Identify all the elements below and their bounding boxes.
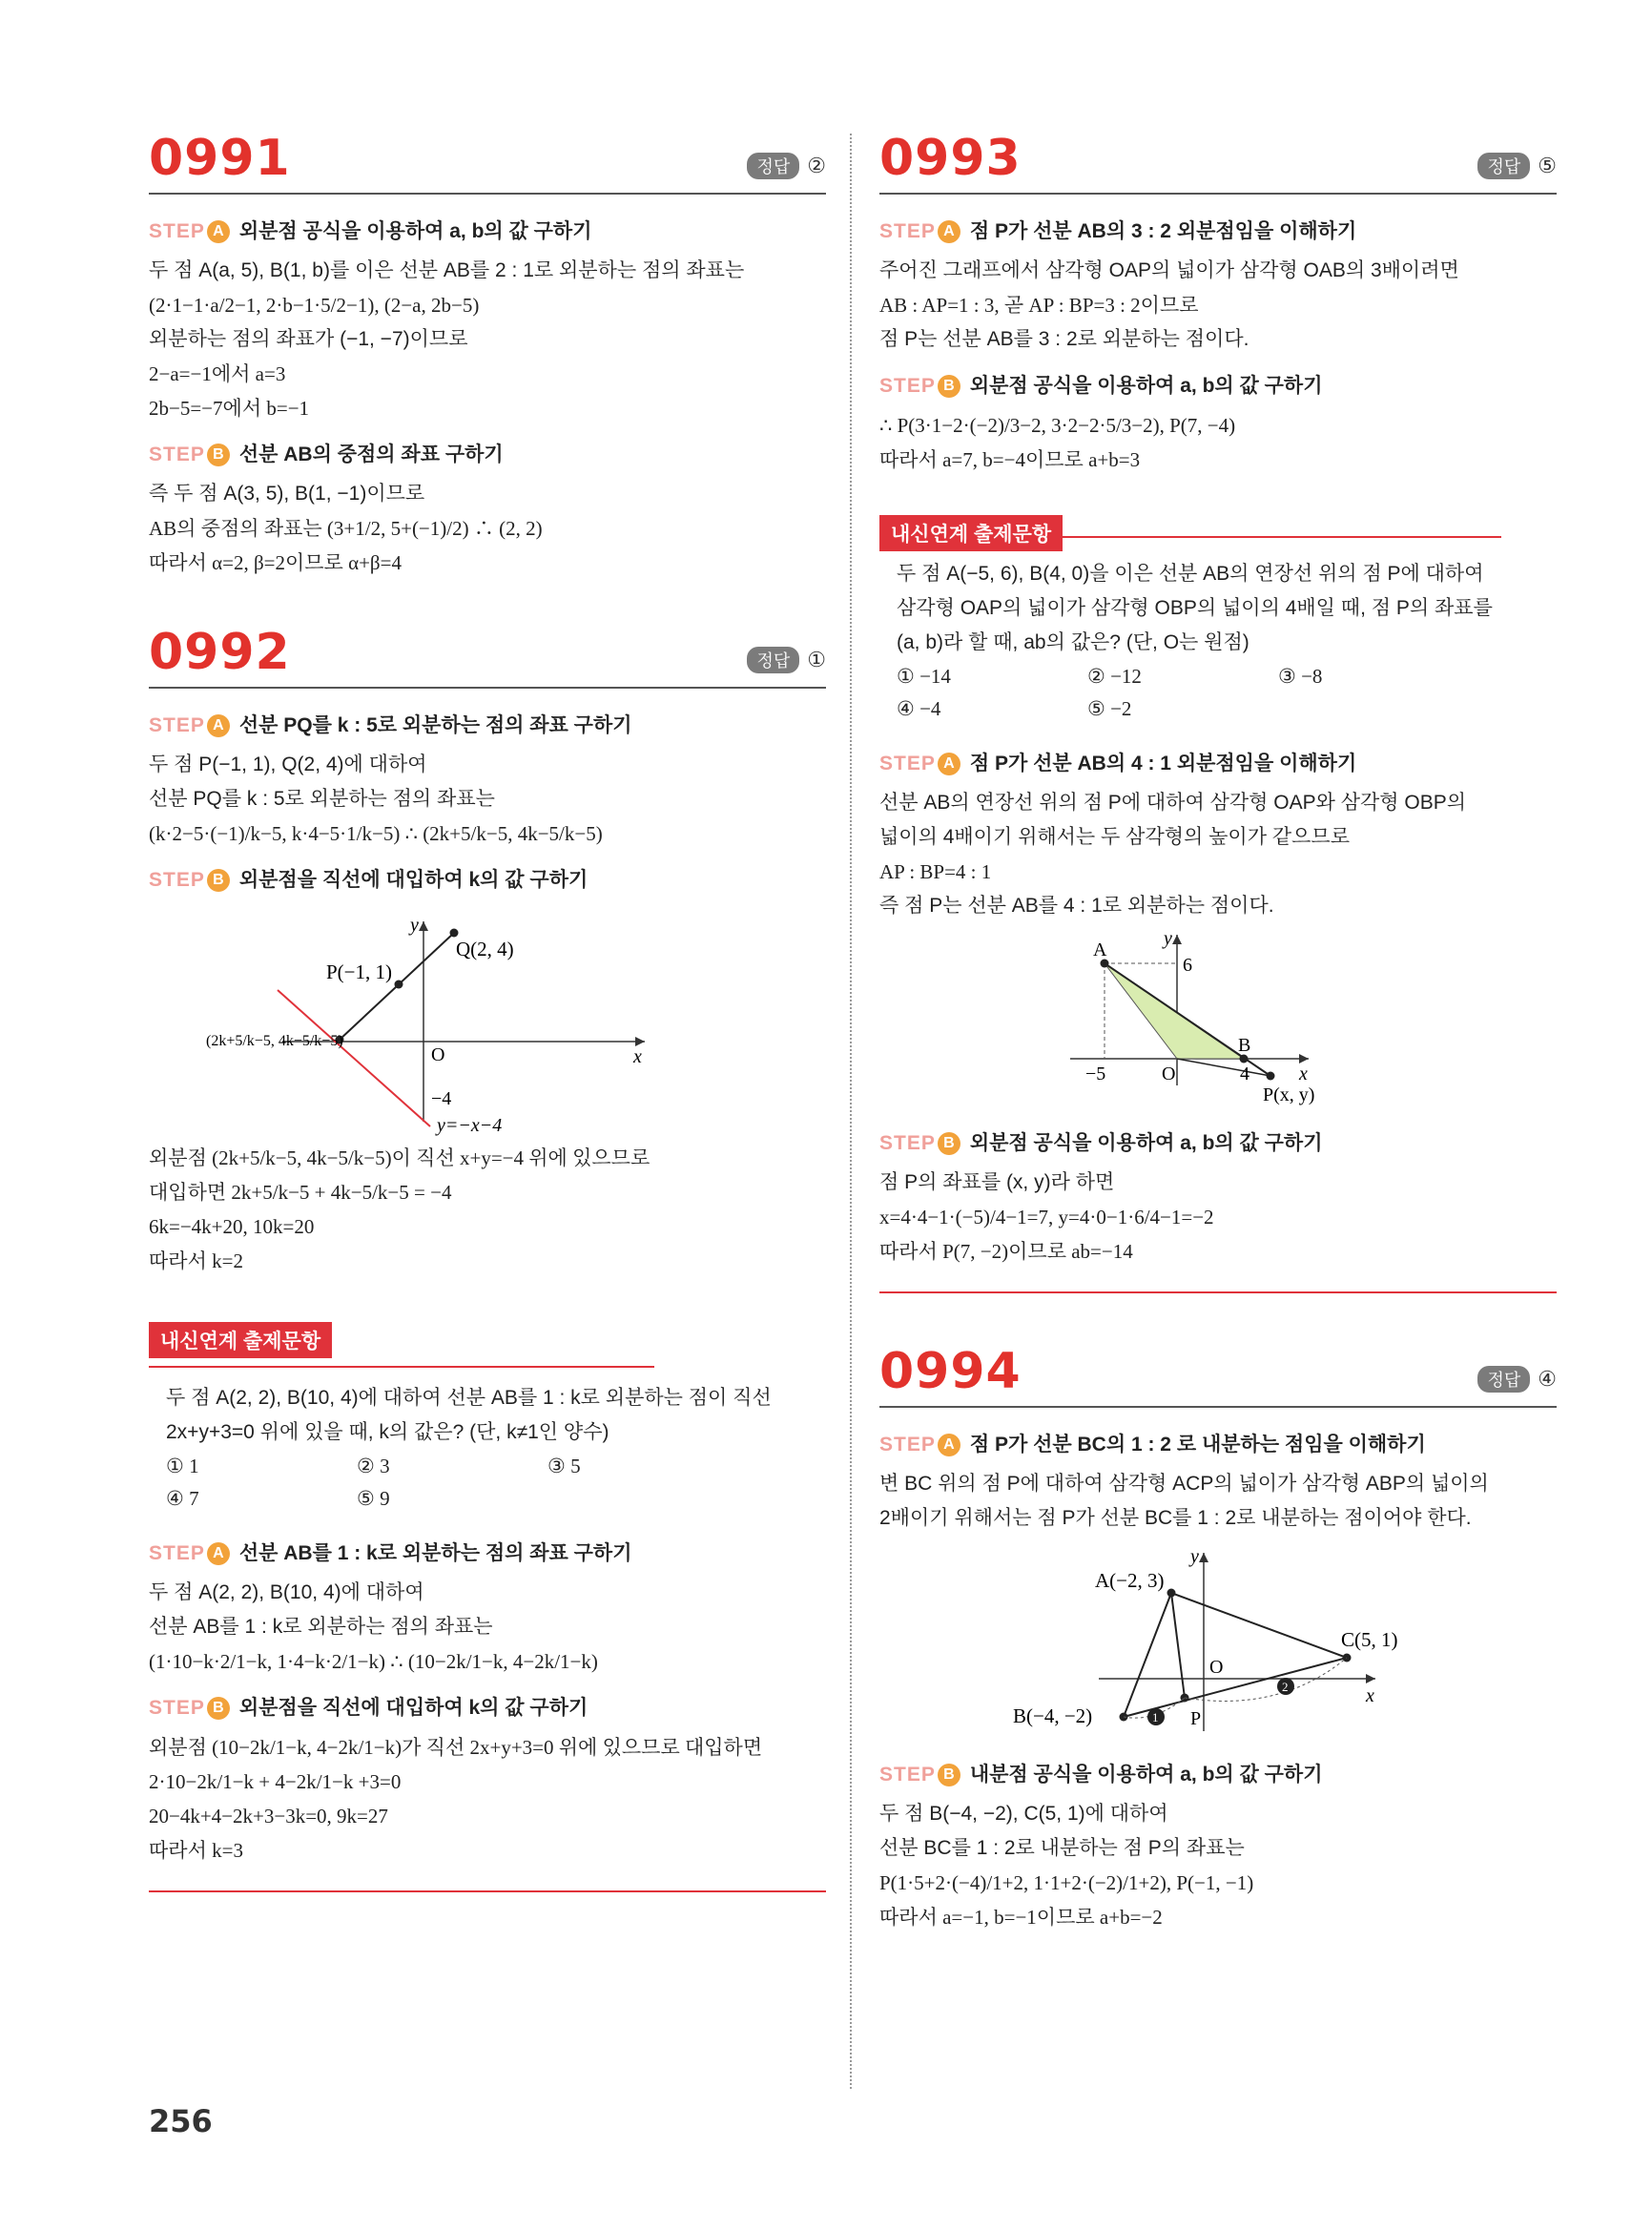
text-line: 변 BC 위의 점 P에 대하여 삼각형 ACP의 넓이가 삼각형 ABP의 넓이의 (879, 1473, 1489, 1495)
answer-box (747, 153, 826, 179)
formula-line: 따라서 P(7, −2)이므로 ab=−14 (879, 1240, 1133, 1263)
step-title: 점 P가 선분 AB의 3 : 2 외분점임을 이해하기 (969, 220, 1357, 242)
formula-line: AB : AP=1 : 3, 곧 AP : BP=3 : 2이므로 (879, 294, 1199, 317)
problem-header (149, 618, 826, 689)
step-title: 선분 AB의 중점의 좌표 구하기 (238, 444, 504, 465)
formula-line: P(1·5+2·(−4)/1+2, 1·1+2·(−2)/1+2), P(−1, −1) (879, 1871, 1254, 1894)
x-axis-arrow (1299, 1054, 1309, 1063)
choice-2: ② −12 (1087, 665, 1142, 688)
related-body (166, 1381, 826, 1450)
formula-line: (1·10−k·2/1−k, 1·4−k·2/1−k) ∴ (10−2k/1−k, 4−2k/1−k) (149, 1650, 598, 1673)
choice-1: ① −14 (897, 665, 951, 688)
text-line: 삼각형 OAP의 넓이가 삼각형 OBP의 넓이의 4배일 때, 점 P의 좌표를 (897, 597, 1493, 619)
step-letter-badge: A (207, 1542, 230, 1565)
formula-line: 2−a=−1에서 a=3 (149, 362, 286, 385)
external-point-label: (2k+5/k−5, 4k−5/k−5) (206, 1033, 343, 1049)
step-letter-badge: B (938, 1132, 960, 1155)
text-line: 선분 PQ를 k : 5로 외분하는 점의 좌표는 (149, 788, 495, 810)
text-line: 즉 두 점 A(3, 5), B(1, −1)이므로 (149, 483, 425, 505)
text-line: 두 점 B(−4, −2), C(5, 1)에 대하여 (879, 1803, 1168, 1825)
left-column (149, 124, 826, 1892)
step-tag: STEP (149, 444, 205, 465)
step-letter-badge: A (207, 220, 230, 243)
step-title: 점 P가 선분 AB의 4 : 1 외분점임을 이해하기 (969, 753, 1357, 774)
choice-4: ④ −4 (897, 697, 941, 720)
x-axis-label: x (633, 1046, 642, 1067)
y-axis-label: y (1164, 928, 1172, 949)
formula-line: (k·2−5·(−1)/k−5, k·4−5·1/k−5) ∴ (2k+5/k−5, 4k−5/k−5) (149, 822, 603, 845)
choice-3: ③ 5 (547, 1455, 581, 1477)
choice-list (166, 1450, 826, 1515)
step-b-heading (879, 1127, 1557, 1156)
formula-line: AP : BP=4 : 1 (879, 860, 992, 883)
text-line: 즉 점 P는 선분 AB를 4 : 1로 외분하는 점이다. (879, 895, 1274, 917)
step-letter-badge: B (207, 444, 230, 466)
graph-0992 (149, 902, 826, 1141)
right-column (879, 124, 1557, 1934)
origin-label: O (1209, 1657, 1224, 1678)
formula-line: 2b−5=−7에서 b=−1 (149, 397, 310, 420)
step-letter-badge: A (938, 753, 960, 775)
p-label: P(−1, 1) (326, 960, 393, 983)
choice-3: ③ −8 (1278, 665, 1323, 688)
related-title: 내신연계 출제문항 (149, 1322, 332, 1358)
graph-0994 (879, 1536, 1557, 1745)
step-tag: STEP (879, 220, 936, 242)
step-b-heading (149, 1692, 826, 1721)
text-line: 선분 AB의 연장선 위의 점 P에 대하여 삼각형 OAP와 삼각형 OBP의 (879, 792, 1467, 814)
text-line: 두 점 P(−1, 1), Q(2, 4)에 대하여 (149, 754, 427, 775)
step-b-heading (879, 370, 1557, 399)
y-axis-arrow (1199, 1553, 1208, 1562)
choice-5: ⑤ −2 (1087, 697, 1132, 720)
step-tag: STEP (149, 1542, 205, 1564)
text-line: 2배이기 위해서는 점 P가 선분 BC를 1 : 2로 내분하는 점이어야 한다. (879, 1507, 1472, 1529)
formula-line: 20−4k+4−2k+3−3k=0, 9k=27 (149, 1805, 388, 1827)
formula-line: ∴ P(3·1−2·(−2)/3−2, 3·2−2·5/3−2), P(7, −4) (879, 414, 1236, 437)
a-label: A (1093, 939, 1107, 960)
answer-box (1477, 1366, 1557, 1393)
step-title: 외분점 공식을 이용하여 a, b의 값 구하기 (238, 220, 592, 242)
step-title: 외분점 공식을 이용하여 a, b의 값 구하기 (969, 375, 1323, 397)
answer-value: ② (807, 154, 826, 177)
step-title: 외분점을 직선에 대입하여 k의 값 구하기 (238, 869, 589, 891)
step-tag: STEP (879, 375, 936, 397)
x-axis-label: x (1299, 1063, 1308, 1084)
text-line: 점 P는 선분 AB를 3 : 2로 외분하는 점이다. (879, 328, 1249, 350)
problem-number: 0994 (879, 1343, 1022, 1400)
point-p (1267, 1072, 1275, 1081)
step-a-heading (149, 216, 826, 244)
formula-line: 따라서 a=7, b=−4이므로 a+b=3 (879, 448, 1141, 471)
step-a-heading (149, 710, 826, 738)
step-b-heading (149, 864, 826, 893)
c-label: C(5, 1) (1341, 1628, 1398, 1651)
step-letter-badge: B (938, 375, 960, 398)
text-line: 선분 AB를 1 : k로 외분하는 점의 좌표는 (149, 1616, 493, 1638)
step-title: 외분점을 직선에 대입하여 k의 값 구하기 (238, 1697, 589, 1719)
problem-number: 0993 (879, 130, 1022, 187)
answer-value: ④ (1538, 1367, 1557, 1391)
step-tag: STEP (149, 869, 205, 891)
six-label: 6 (1183, 955, 1192, 976)
formula-line: 따라서 α=2, β=2이므로 α+β=4 (149, 551, 402, 574)
choice-4: ④ 7 (166, 1487, 199, 1510)
choice-1: ① 1 (166, 1455, 199, 1477)
formula-line: 외분점 (10−2k/1−k, 4−2k/1−k)가 직선 2x+y+3=0 위에 있으므로 대입하면 (149, 1736, 763, 1759)
formula-line: x=4·4−1·(−5)/4−1=7, y=4·0−1·6/4−1=−2 (879, 1206, 1214, 1229)
formula-line: 따라서 k=2 (149, 1249, 243, 1272)
text-line: (a, b)라 할 때, ab의 값은? (단, O는 원점) (897, 631, 1249, 653)
text-line: 2x+y+3=0 위에 있을 때, k의 값은? (단, k≠1인 양수) (166, 1421, 609, 1443)
text-line: 점 P의 좌표를 (x, y)라 하면 (879, 1171, 1115, 1193)
answer-box (1477, 153, 1557, 179)
step-tag: STEP (149, 714, 205, 736)
triangle-abc (1124, 1593, 1347, 1717)
text-line: 선분 BC를 1 : 2로 내분하는 점 P의 좌표는 (879, 1837, 1245, 1859)
origin-label: O (1162, 1063, 1176, 1084)
column-divider (850, 134, 852, 2089)
step-tag: STEP (879, 1764, 936, 1786)
formula-line: 따라서 a=−1, b=−1이므로 a+b=−2 (879, 1906, 1163, 1929)
formula-line: 6k=−4k+20, 10k=20 (149, 1215, 315, 1238)
answer-badge: 정답 (747, 647, 799, 673)
problem-0991 (149, 124, 826, 580)
step-letter-badge: A (938, 1434, 960, 1456)
text-line: 두 점 A(2, 2), B(10, 4)에 대하여 선분 AB를 1 : k로 외분하는 점이 직선 (166, 1387, 772, 1409)
text-line: 주어진 그래프에서 삼각형 OAP의 넓이가 삼각형 OAB의 3배이려면 (879, 259, 1459, 281)
step-tag: STEP (879, 753, 936, 774)
text-line: 넓이의 4배이기 위해서는 두 삼각형의 높이가 같으므로 (879, 826, 1350, 848)
step-tag: STEP (879, 1132, 936, 1154)
graph-0993 (879, 923, 1557, 1114)
b-label: B (1238, 1035, 1251, 1056)
step-letter-badge: B (207, 1697, 230, 1720)
related-body (897, 557, 1557, 660)
step-b-heading (149, 439, 826, 467)
answer-value: ① (807, 648, 826, 671)
text-line: 두 점 A(−5, 6), B(4, 0)을 이은 선분 AB의 연장선 위의 점 P에 대하여 (897, 563, 1484, 585)
problem-0994 (879, 1337, 1557, 1934)
related-title: 내신연계 출제문항 (879, 515, 1063, 551)
line-y-eq-neg-x-minus-4 (278, 990, 430, 1126)
related-rule (149, 1366, 654, 1368)
answer-value: ⑤ (1538, 154, 1557, 177)
line-label: y=−x−4 (437, 1115, 503, 1136)
choice-list (897, 660, 1557, 725)
answer-badge: 정답 (747, 153, 799, 179)
point-p (395, 981, 403, 989)
answer-box (747, 647, 826, 673)
y-axis-arrow (1172, 935, 1182, 944)
step-letter-badge: B (938, 1764, 960, 1786)
text-line: 두 점 A(2, 2), B(10, 4)에 대하여 (149, 1581, 424, 1603)
ratio-marker-2-label: 2 (1282, 1680, 1289, 1694)
answer-badge: 정답 (1477, 1366, 1530, 1393)
text-line: 두 점 A(a, 5), B(1, b)를 이은 선분 AB를 2 : 1로 외분하는 점의 좌표는 (149, 259, 745, 281)
problem-header (879, 124, 1557, 195)
step-tag: STEP (149, 1697, 205, 1719)
step-title: 외분점 공식을 이용하여 a, b의 값 구하기 (969, 1132, 1323, 1154)
step-title: 선분 AB를 1 : k로 외분하는 점의 좌표 구하기 (238, 1542, 632, 1564)
step-tag: STEP (879, 1434, 936, 1456)
y-intercept-label: −4 (431, 1088, 452, 1109)
p-label: P (1190, 1708, 1202, 1729)
y-axis-arrow (419, 921, 428, 931)
answer-badge: 정답 (1477, 153, 1530, 179)
formula-line: 외분점 (2k+5/k−5, 4k−5/k−5)이 직선 x+y=−4 위에 있으므로 (149, 1146, 650, 1169)
origin-label: O (431, 1044, 445, 1065)
formula-line: (2·1−1·a/2−1, 2·b−1·5/2−1), (2−a, 2b−5) (149, 294, 480, 317)
problem-0992 (149, 618, 826, 1892)
related-rule (1063, 536, 1501, 538)
step-a-heading (149, 1538, 826, 1566)
segment-ap (1171, 1593, 1185, 1698)
step-title: 내분점 공식을 이용하여 a, b의 값 구하기 (969, 1764, 1323, 1786)
related-problem (879, 515, 1557, 725)
step-a-heading (879, 1429, 1557, 1457)
p-label: P(x, y) (1263, 1084, 1315, 1105)
page-number: 256 (149, 2103, 213, 2139)
step-tag: STEP (149, 220, 205, 242)
x-axis-arrow (635, 1037, 645, 1046)
formula-line: 대입하면 2k+5/k−5 + 4k−5/k−5 = −4 (149, 1181, 452, 1204)
section-separator (879, 1291, 1557, 1293)
problem-0993 (879, 124, 1557, 1293)
y-axis-label: y (410, 915, 419, 936)
step-letter-badge: A (207, 714, 230, 737)
point-q (450, 929, 459, 938)
formula-line: 따라서 k=3 (149, 1839, 243, 1862)
problem-header (149, 124, 826, 195)
step-title: 점 P가 선분 BC의 1 : 2 로 내분하는 점임을 이해하기 (969, 1434, 1426, 1456)
step-a-heading (879, 216, 1557, 244)
choice-2: ② 3 (357, 1455, 390, 1477)
step-letter-badge: A (938, 220, 960, 243)
y-axis-label: y (1190, 1546, 1199, 1567)
choice-5: ⑤ 9 (357, 1487, 390, 1510)
step-b-heading (879, 1759, 1557, 1787)
q-label: Q(2, 4) (456, 938, 514, 960)
formula-line: 2·10−2k/1−k + 4−2k/1−k +3=0 (149, 1770, 402, 1793)
minus5-label: −5 (1085, 1063, 1106, 1084)
problem-number: 0992 (149, 624, 291, 681)
point-a (1167, 1589, 1176, 1598)
a-label: A(−2, 3) (1095, 1569, 1165, 1592)
section-separator (149, 1890, 826, 1892)
formula-line: AB의 중점의 좌표는 (3+1/2, 5+(−1)/2) ∴ (2, 2) (149, 517, 543, 540)
b-label: B(−4, −2) (1013, 1704, 1093, 1727)
x-axis-arrow (1366, 1674, 1375, 1683)
step-letter-badge: B (207, 869, 230, 892)
x-axis-label: x (1366, 1685, 1374, 1706)
problem-number: 0991 (149, 130, 291, 187)
step-title: 선분 PQ를 k : 5로 외분하는 점의 좌표 구하기 (238, 714, 632, 736)
step-a-heading (879, 748, 1557, 776)
related-problem (149, 1322, 826, 1515)
ratio-marker-1-label: 1 (1152, 1710, 1159, 1724)
problem-header (879, 1337, 1557, 1408)
four-label: 4 (1240, 1063, 1249, 1084)
text-line: 외분하는 점의 좌표가 (−1, −7)이므로 (149, 328, 468, 350)
